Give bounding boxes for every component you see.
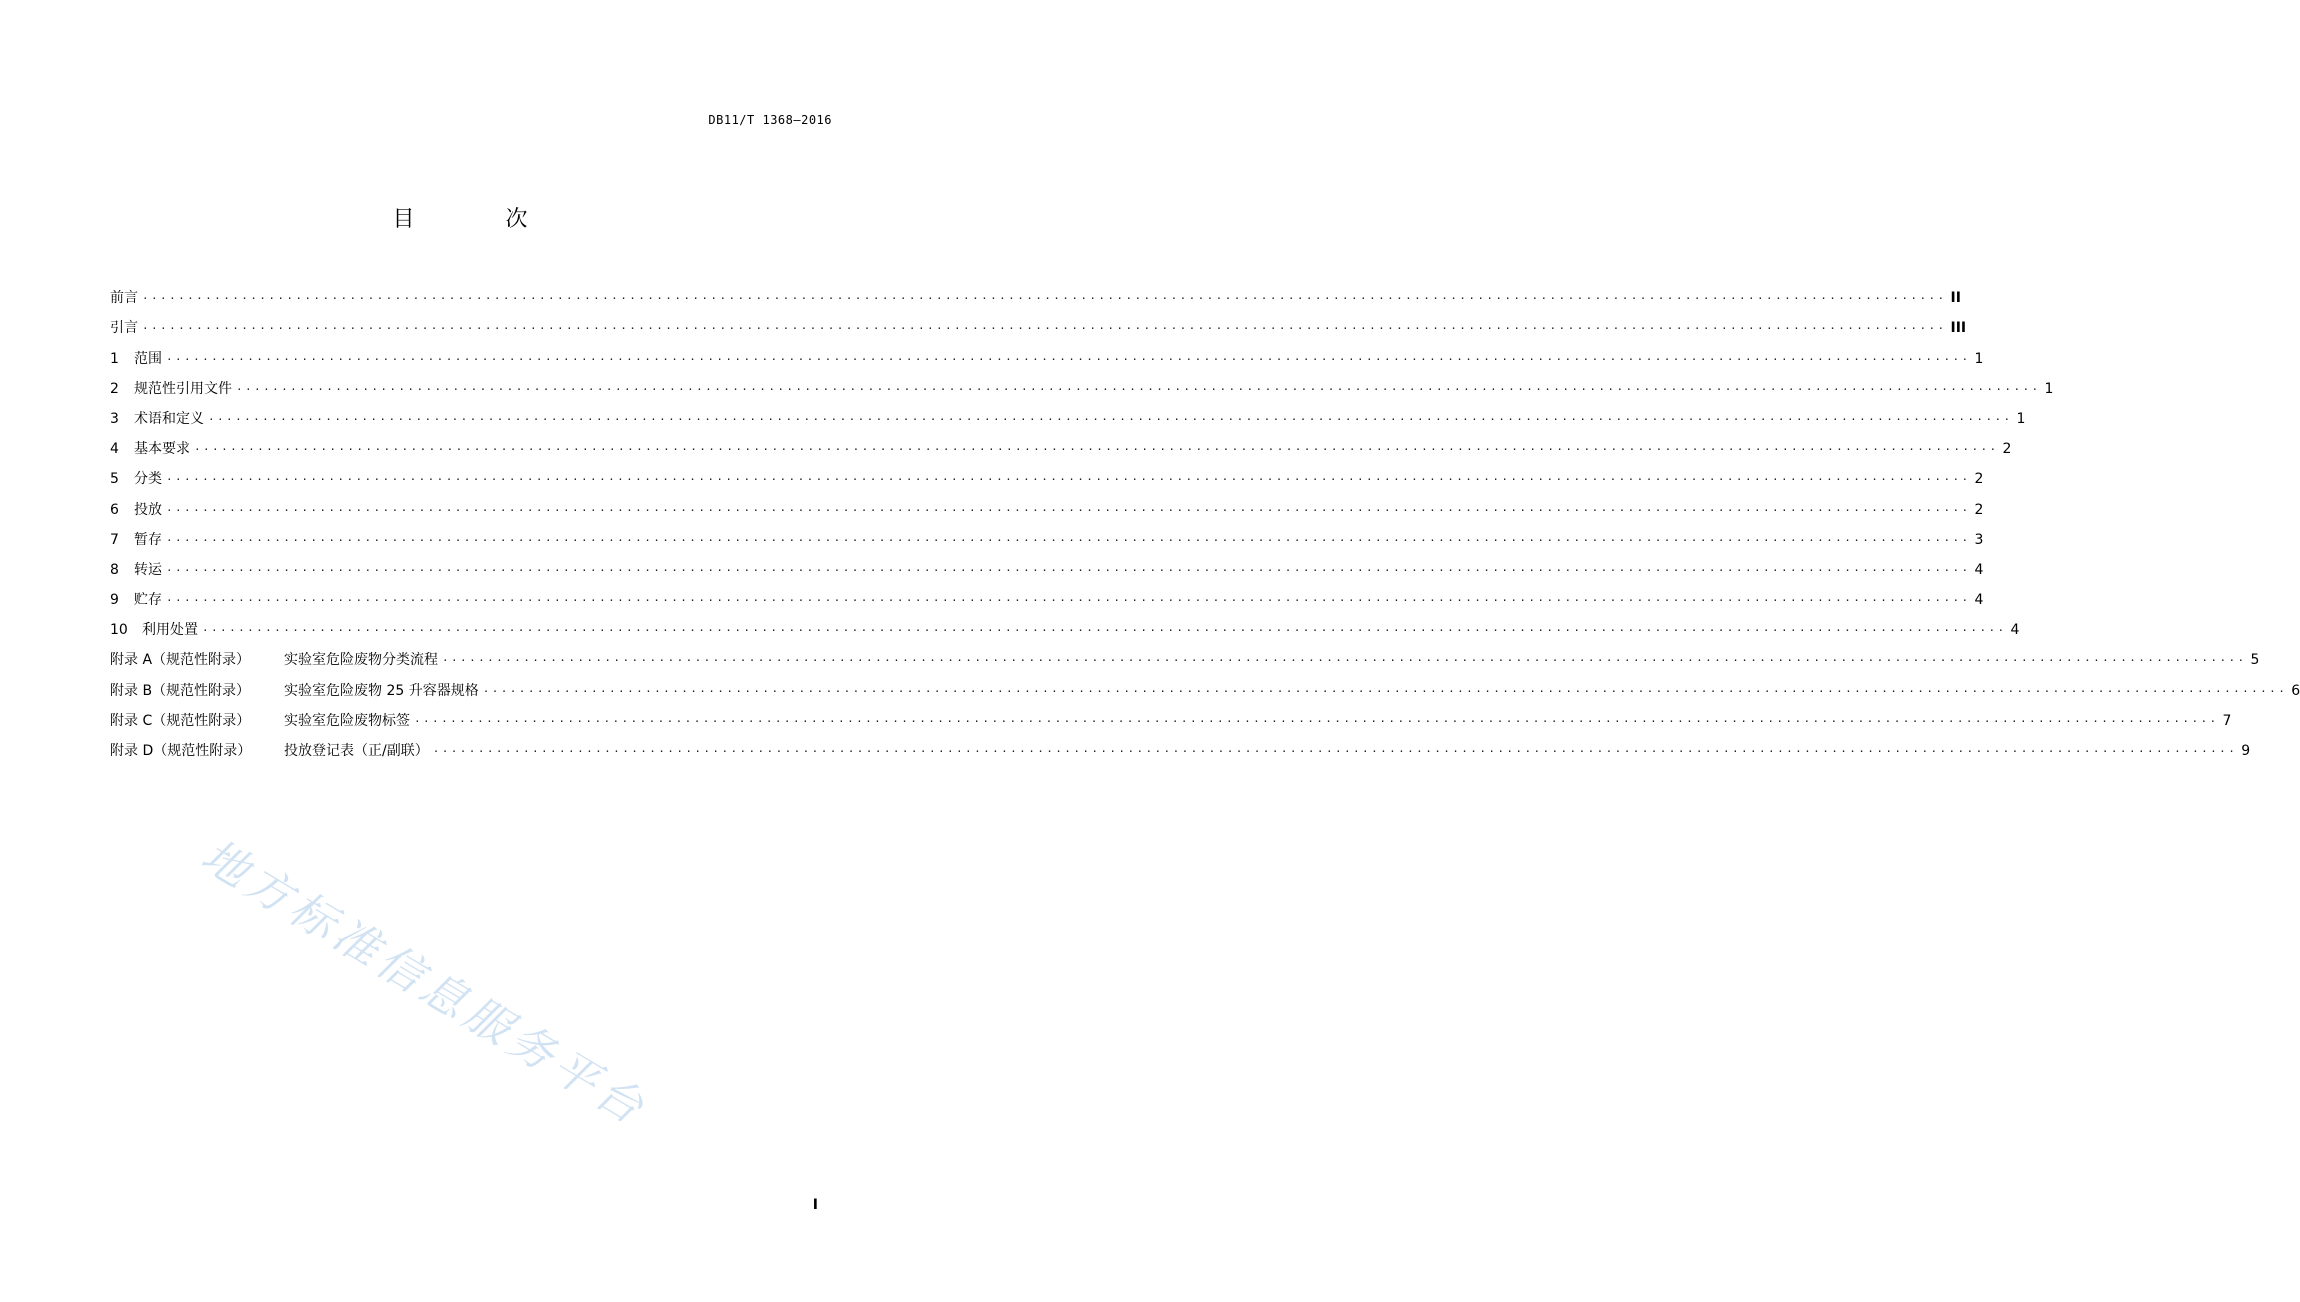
- toc-appendix-prefix: 附录 C（规范性附录）: [110, 712, 251, 729]
- toc-entry[interactable]: [110, 610, 2020, 640]
- toc-entry-title: 实验室危险废物 25 升容器规格: [284, 682, 479, 699]
- toc-appendix-prefix: 附录 A（规范性附录）: [110, 652, 251, 669]
- toc-entry-label: [110, 530, 162, 550]
- toc-section-number: 9: [110, 592, 119, 609]
- toc-entry[interactable]: [110, 489, 1984, 519]
- toc-entry-title: 术语和定义: [134, 410, 204, 427]
- toc-entry-label: [110, 349, 162, 369]
- toc-page-number: 6: [2291, 682, 2300, 699]
- toc-section-number: 3: [110, 410, 119, 427]
- toc-entry[interactable]: [110, 731, 2251, 761]
- toc-dot-leader: ........................................................................................................................................................................................................: [482, 681, 2288, 695]
- toc-section-number: 4: [110, 441, 119, 458]
- toc-entry-title: 前言: [110, 290, 138, 307]
- toc-entry-label: [110, 288, 138, 308]
- toc-entry-label: [110, 711, 410, 731]
- toc-page-number: III: [1950, 320, 1967, 337]
- toc-page-number: 9: [2241, 743, 2251, 759]
- toc-entry-label: [110, 560, 162, 580]
- toc-page-number: 1: [2016, 410, 2026, 427]
- toc-entry-title: 投放登记表（正/副联）: [284, 743, 429, 759]
- toc-page-number: 5: [2250, 652, 2260, 669]
- toc-entry[interactable]: [110, 399, 2026, 429]
- toc-entry[interactable]: [110, 369, 2054, 399]
- toc-section-number: 7: [110, 531, 119, 548]
- toc-entry[interactable]: [110, 640, 2260, 670]
- toc-entry-label: [110, 741, 429, 761]
- document-code: DB11/T 1368—2016: [708, 113, 832, 127]
- toc-appendix-prefix: 附录 B（规范性附录）: [110, 682, 251, 699]
- toc-section-number: 8: [110, 561, 119, 578]
- toc-entry-label: [110, 650, 438, 670]
- toc-entry-title: 范围: [134, 350, 162, 367]
- footer-page-number: I: [812, 1197, 818, 1213]
- toc-dot-leader: ........................................................................................................................................................................................................: [166, 500, 1971, 514]
- toc-section-number: 6: [110, 501, 119, 518]
- toc-entry-title: 实验室危险废物分类流程: [284, 652, 438, 669]
- toc-page-number: 7: [2222, 712, 2232, 729]
- toc-entry-label: [110, 439, 190, 459]
- toc-dot-leader: ........................................................................................................................................................................................................: [194, 440, 1999, 454]
- toc-section-number: 10: [110, 622, 128, 639]
- toc-dot-leader: ........................................................................................................................................................................................................: [166, 560, 1971, 574]
- toc-entry[interactable]: [110, 580, 1984, 610]
- toc-entry[interactable]: [110, 459, 1984, 489]
- watermark-text: 地方标准信息服务平台: [192, 828, 658, 1137]
- toc-entry-title: 引言: [110, 320, 138, 337]
- toc-dot-leader: ........................................................................................................................................................................................................: [166, 591, 1971, 605]
- toc-entry-title: 基本要求: [134, 441, 190, 458]
- toc-entry[interactable]: [110, 429, 2012, 459]
- toc-dot-leader: ........................................................................................................................................................................................................: [166, 349, 1971, 363]
- toc-entry-label: [110, 620, 198, 640]
- toc-page-number: 1: [1974, 350, 1984, 367]
- toc-dot-leader: ........................................................................................................................................................................................................: [142, 289, 1947, 303]
- toc-entry-title: 暂存: [134, 531, 162, 548]
- table-of-contents: [110, 278, 2300, 761]
- toc-page-number: 3: [1974, 531, 1984, 548]
- toc-page-number: 2: [1974, 471, 1984, 488]
- toc-page-number: 1: [2044, 380, 2054, 397]
- toc-dot-leader: ........................................................................................................................................................................................................: [442, 651, 2247, 665]
- toc-entry-title: 规范性引用文件: [134, 380, 232, 397]
- page-title: 目 次: [392, 207, 570, 232]
- toc-entry-title: 转运: [134, 561, 162, 578]
- toc-entry[interactable]: [110, 308, 1967, 338]
- toc-entry-title: 投放: [134, 501, 162, 518]
- toc-section-number: 5: [110, 471, 119, 488]
- toc-entry-label: [110, 409, 204, 429]
- toc-page-number: 4: [1974, 592, 1984, 609]
- toc-section-number: 2: [110, 380, 119, 397]
- toc-dot-leader: ........................................................................................................................................................................................................: [432, 742, 2238, 755]
- toc-entry-label: [110, 379, 232, 399]
- toc-dot-leader: ........................................................................................................................................................................................................: [236, 379, 2041, 393]
- toc-page-number: 2: [1974, 501, 1984, 518]
- toc-entry[interactable]: [110, 520, 1984, 550]
- toc-dot-leader: ........................................................................................................................................................................................................: [414, 711, 2219, 725]
- toc-section-number: 1: [110, 350, 119, 367]
- toc-page-number: 2: [2002, 441, 2012, 458]
- toc-page-number: 4: [2010, 622, 2020, 639]
- toc-page-number: 4: [1974, 561, 1984, 578]
- toc-dot-leader: ........................................................................................................................................................................................................: [166, 470, 1971, 484]
- toc-entry-label: [110, 500, 162, 520]
- toc-entry-title: 贮存: [134, 592, 162, 609]
- toc-entry-title: 利用处置: [142, 622, 198, 639]
- toc-entry[interactable]: [110, 670, 2300, 700]
- toc-entry-title: 实验室危险废物标签: [284, 712, 410, 729]
- toc-entry[interactable]: [110, 278, 1961, 308]
- toc-entry[interactable]: [110, 338, 1984, 368]
- toc-entry-label: [110, 318, 138, 338]
- toc-entry[interactable]: [110, 701, 2232, 731]
- toc-dot-leader: ........................................................................................................................................................................................................: [166, 530, 1971, 544]
- toc-entry-label: [110, 469, 162, 489]
- toc-entry[interactable]: [110, 550, 1984, 580]
- toc-entry-label: [110, 681, 479, 701]
- toc-page-number: II: [1950, 290, 1961, 307]
- toc-entry-title: 分类: [134, 471, 162, 488]
- toc-dot-leader: ........................................................................................................................................................................................................: [142, 319, 1947, 333]
- toc-appendix-prefix: 附录 D（规范性附录）: [110, 743, 252, 759]
- toc-entry-label: [110, 590, 162, 610]
- toc-dot-leader: ........................................................................................................................................................................................................: [208, 409, 2013, 423]
- toc-dot-leader: ........................................................................................................................................................................................................: [202, 621, 2007, 635]
